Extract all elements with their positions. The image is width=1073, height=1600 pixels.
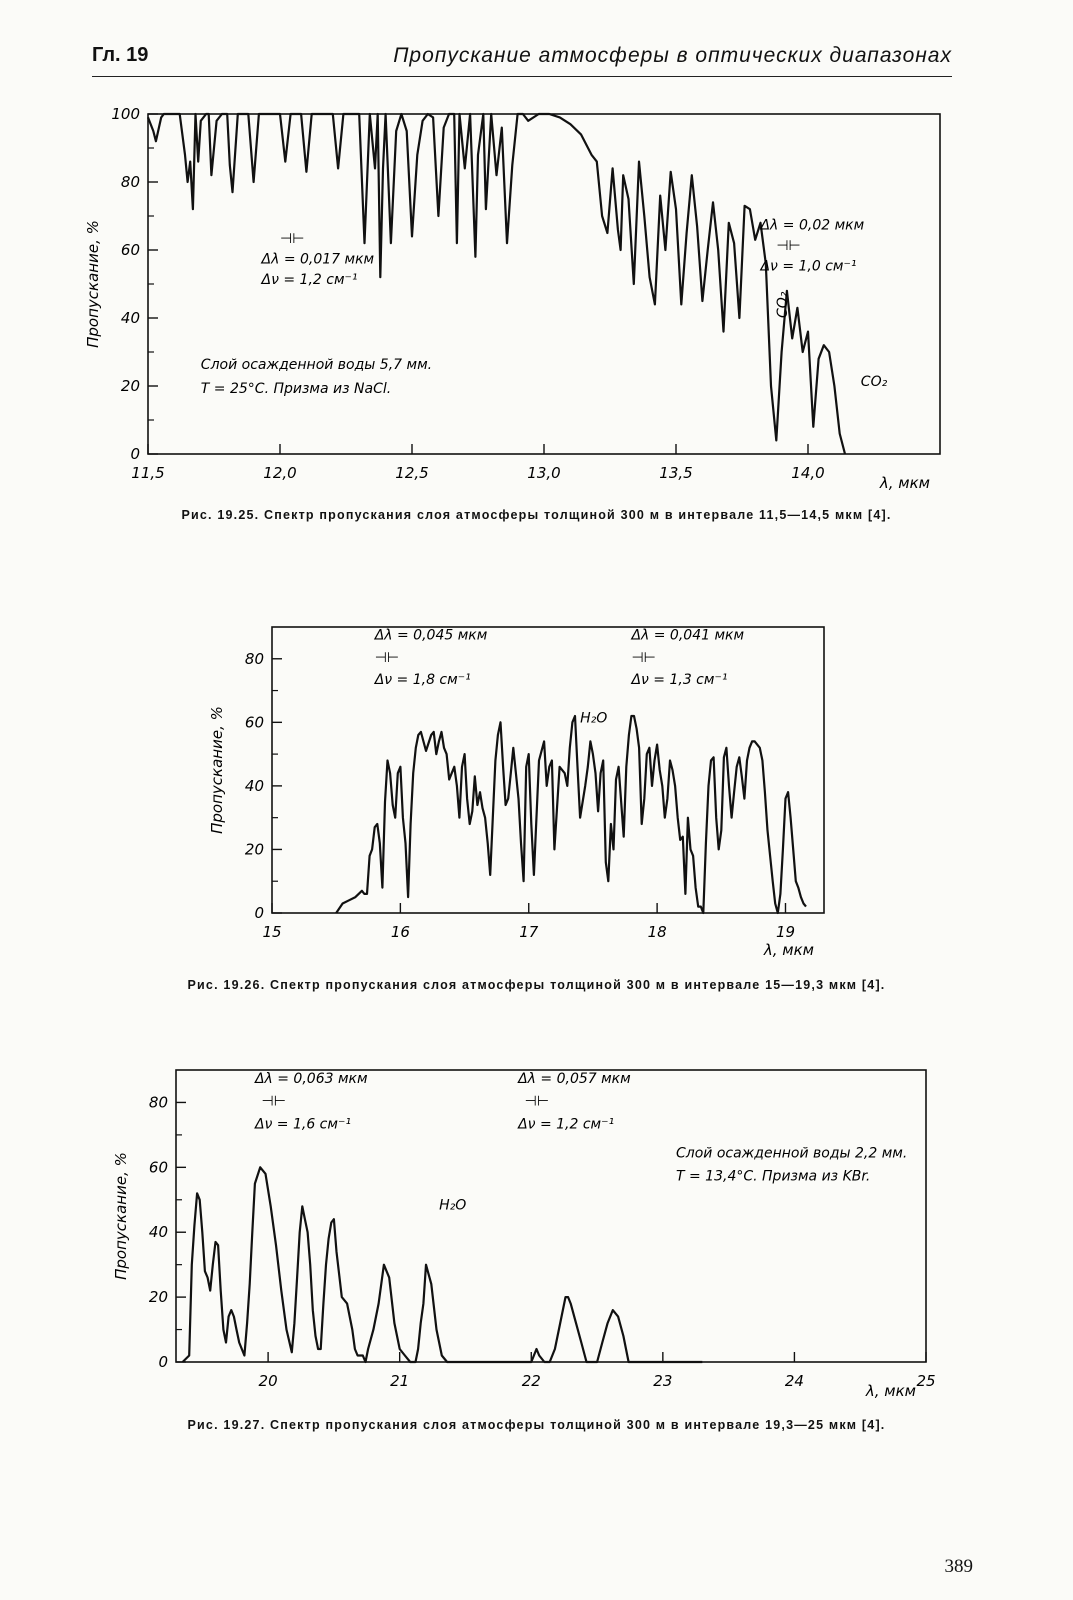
x-tick-label: 11,5 <box>131 464 165 482</box>
y-tick-label: 0 <box>158 1353 168 1371</box>
y-tick-label: 20 <box>120 377 140 395</box>
y-tick-label: 40 <box>148 1223 168 1242</box>
y-tick-label: 40 <box>120 309 140 327</box>
running-title: Пропускание атмосферы в оптических диапазонах <box>393 44 952 67</box>
chart-annotation: ⊣⊢ <box>776 238 801 254</box>
caption-19-25: Рис. 19.25. Спектр пропускания слоя атмосферы толщиной 300 м в интервале 11,5—14,5 мкм [4]. <box>181 508 892 522</box>
chapter-label: Гл. 19 <box>92 44 149 66</box>
transmission-series-line <box>183 1167 703 1362</box>
chart-annotation: Δν = 1,6 см⁻¹ <box>254 1116 351 1133</box>
plot-frame <box>176 1070 926 1362</box>
chart-annotation: Δν = 1,3 см⁻¹ <box>631 672 728 689</box>
figure-19-26 <box>0 600 1073 960</box>
y-tick-label: 60 <box>244 713 264 732</box>
y-axis-label: Пропускание, % <box>84 220 102 348</box>
chart-annotation: ⊣⊢ <box>374 649 400 666</box>
chart-annotation: Слой осажденной воды 5,7 мм. <box>200 357 433 373</box>
x-axis-label: λ, мкм <box>879 474 930 490</box>
y-tick-label: 80 <box>244 649 264 668</box>
y-tick-label: 0 <box>254 904 264 922</box>
chart-annotation: T = 25°C. Призма из NaCl. <box>200 380 392 397</box>
x-tick-label: 17 <box>519 923 539 941</box>
y-tick-label: 40 <box>244 776 264 795</box>
x-tick-label: 13,0 <box>527 464 561 482</box>
transmission-series-line <box>336 716 806 913</box>
x-tick-label: 19 <box>775 923 796 941</box>
caption-19-26: Рис. 19.26. Спектр пропускания слоя атмосферы толщиной 300 м в интервале 15—19,3 мкм [4]. <box>187 978 886 992</box>
x-tick-label: 25 <box>916 1372 936 1390</box>
page-number: 389 <box>944 1556 973 1577</box>
chart-19-25 <box>0 100 1073 490</box>
y-tick-label: 20 <box>244 840 264 859</box>
chart-annotation: Δν = 1,8 см⁻¹ <box>374 672 471 689</box>
chart-annotation: Δν = 1,2 см⁻¹ <box>518 1116 615 1133</box>
chart-annotation: Δλ = 0,017 мкм <box>261 251 375 268</box>
chart-annotation: Δλ = 0,063 мкм <box>254 1070 368 1087</box>
y-tick-label: 80 <box>148 1093 168 1112</box>
chart-annotation: Δν = 1,2 см⁻¹ <box>261 272 358 288</box>
x-tick-label: 13,5 <box>659 464 693 482</box>
page-header <box>92 44 952 77</box>
y-axis-label: Пропускание, % <box>112 1152 130 1280</box>
chart-annotation: ⊣⊢ <box>631 649 656 666</box>
x-tick-label: 15 <box>262 923 282 941</box>
figure-19-25 <box>0 100 1073 490</box>
chart-19-26 <box>0 600 1073 960</box>
figure-19-27 <box>0 1050 1073 1410</box>
chart-19-27 <box>0 1050 1073 1410</box>
x-tick-label: 23 <box>653 1372 673 1390</box>
chart-annotation: Слой осажденной воды 2,2 мм. <box>676 1145 908 1162</box>
chart-annotation: H₂O <box>439 1197 467 1214</box>
chart-annotation: Δν = 1,0 см⁻¹ <box>760 258 857 275</box>
chart-annotation: Δλ = 0,057 мкм <box>518 1070 631 1087</box>
chart-annotation: T = 13,4°C. Призма из KBr. <box>676 1168 871 1185</box>
chart-annotation: Δλ = 0,041 мкм <box>631 627 745 644</box>
y-tick-label: 0 <box>130 445 140 463</box>
x-tick-label: 18 <box>647 923 667 941</box>
x-tick-label: 14,0 <box>791 464 825 482</box>
chart-annotation: Δλ = 0,045 мкм <box>374 627 488 644</box>
chart-annotation: CO₂ <box>860 374 888 390</box>
x-axis-label: λ, мкм <box>763 941 814 959</box>
x-tick-label: 24 <box>784 1372 804 1390</box>
x-tick-label: 12,0 <box>263 464 297 482</box>
y-tick-label: 60 <box>120 241 140 259</box>
x-tick-label: 21 <box>390 1372 410 1390</box>
x-tick-label: 22 <box>521 1372 541 1390</box>
chart-annotation: CO₂ <box>774 291 791 318</box>
transmission-series-line <box>148 114 845 454</box>
x-tick-label: 20 <box>258 1372 278 1390</box>
chart-annotation: ⊣⊢ <box>280 231 305 248</box>
y-tick-label: 20 <box>148 1288 168 1307</box>
x-tick-label: 12,5 <box>395 464 429 482</box>
y-axis-label: Пропускание, % <box>208 706 226 834</box>
y-tick-label: 100 <box>111 105 140 123</box>
y-tick-label: 60 <box>148 1158 168 1177</box>
chart-annotation: ⊣⊢ <box>524 1093 550 1110</box>
chart-annotation: Δλ = 0,02 мкм <box>760 217 865 234</box>
x-tick-label: 16 <box>390 923 410 941</box>
chart-annotation: H₂O <box>580 710 608 727</box>
chart-annotation: ⊣⊢ <box>261 1093 286 1110</box>
x-axis-label: λ, мкм <box>865 1382 916 1400</box>
caption-19-27: Рис. 19.27. Спектр пропускания слоя атмосферы толщиной 300 м в интервале 19,3—25 мкм [4]. <box>187 1418 886 1432</box>
y-tick-label: 80 <box>120 173 140 191</box>
